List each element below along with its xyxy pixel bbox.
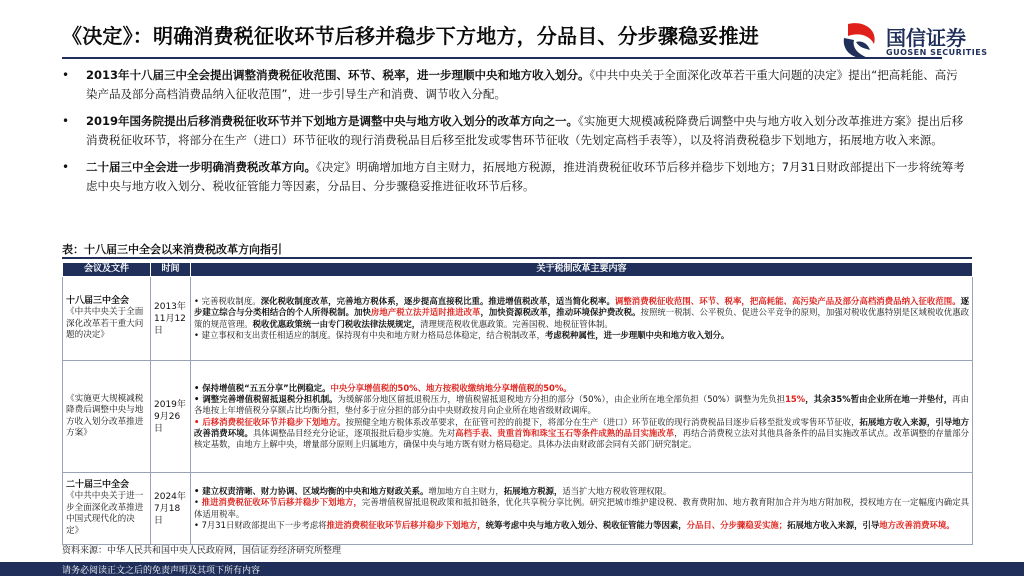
document-cell <box>63 361 151 473</box>
meeting-name: 二十届三中全会 <box>66 479 130 490</box>
bold-text: 拓展地方收入来源，引导 <box>787 519 880 530</box>
content-text: • 完善税收制度。 <box>194 295 261 306</box>
content-text: ，再结合消费税立法对其他具备条件的品目实施改革试点。改革调整的存量部分核定基数，由地方上解中央，增量部分原则上归属地方，确保中央与地方既有财力格局稳定。具体办法由财政部会同有关部门研究制定。 <box>194 427 970 450</box>
content-text: 为缓解部分地区留抵退税压力，增值税留抵退税地方分担的部分（50%），由企业所在地全部负担（50%）调整为先负担 <box>337 393 786 404</box>
content-text: 适当扩大地方税收管理权限。 <box>562 485 672 496</box>
policy-table <box>62 262 973 545</box>
highlight-text: 地方改善消费环境。 <box>879 519 955 530</box>
bullet-item <box>62 112 967 150</box>
logo-text-cn: 国信证券 <box>886 26 966 50</box>
content-text: • <box>194 497 202 508</box>
bullet-dot: • <box>62 68 70 82</box>
bold-text: 逐步建立综合与分类相结合的个人所得税制。加快 <box>194 295 970 318</box>
bullet-text: 《中共中央关于全面深化改革若干重大问题的决定》提出“把高耗能、高污染产品及部分高档消费品纳入征收范围”，进一步引导生产和消费、调节收入分配。 <box>86 68 958 101</box>
bullet-text: 《决定》明确增加地方自主财力，拓展地方税源，推进消费税征收环节后移并稳步下划地方；7月31日财政部提出下一步将统筹考虑中央与地方收入划分、税收征管能力等因素，分品目、分步骤稳妥推进征收环节后移。 <box>86 160 965 193</box>
bullet-list <box>62 66 967 204</box>
content-text: 增加地方自主财力， <box>428 485 504 496</box>
bold-text: 深化税收制度改革，完善地方税体系，逐步提高直接税比重。推进增值税改革，适当简化税率。 <box>260 295 615 306</box>
bold-text: 拓展地方税源， <box>503 485 563 496</box>
highlight-text: 调整消费税征收范围、环节、税率，把高耗能、高污染产品及部分高档消费品纳入征收范围。 <box>614 295 961 306</box>
highlight-text: 中央分享增值税的50%、地方按税收缴纳地分享增值税的50%。 <box>330 382 572 393</box>
document-name: 《中共中央关于进一步全面深化改革推进中国式现代化的决定》 <box>66 491 144 536</box>
highlight-text: • 后移消费税征收环节并稳步下划地方。 <box>194 416 346 427</box>
highlight-text: 推进消费税征收环节后移并稳步下划地方， <box>326 519 486 530</box>
content-text: 完善增值税留抵退税政策和抵扣链条，优化共享税分享比例。研究把城市维护建设税、教育费附加、地方教育附加合并为地方附加税，授权地方在一定幅度内确定具体适用税率。 <box>194 497 970 519</box>
column-header: 会议及文件 <box>63 263 151 277</box>
meeting-name: 十八届三中全会 <box>66 295 130 306</box>
bullet-item <box>62 66 967 104</box>
highlight-text: 15% <box>785 393 806 404</box>
content-cell <box>191 277 973 361</box>
bold-text: ，加快资源税改革，推动环境保护费改税。 <box>480 307 641 318</box>
bold-text: ，其余35%暂由企业所在地一并垫付， <box>805 393 953 404</box>
content-text: • 建立事权和支出责任相适应的制度。保持现有中央和地方财力格局总体稳定，结合税制改革， <box>194 329 545 340</box>
bullet-dot: • <box>62 114 70 128</box>
logo-text-en: GUOSEN SECURITIES <box>886 48 988 57</box>
bold-text: 拓展地方收入来源，引导地方改善消费环境。 <box>194 416 969 438</box>
document-name: 《中共中央关于全面深化改革若干重大问题的决定》 <box>66 307 144 340</box>
bold-text: 税收优惠政策统一由专门税收法律法规规定， <box>252 318 421 329</box>
title-divider <box>62 57 942 59</box>
date-cell: 2024年7月18日 <box>151 473 191 545</box>
bullet-item <box>62 158 967 196</box>
highlight-text: 高档手表、贵重首饰和珠宝玉石等条件成熟的品目实施改革 <box>455 427 675 438</box>
content-text: 按照健全地方税体系改革要求，在征管可控的前提下，将部分在生产（进口）环节征收的现行消费税品目逐步后移至批发或零售环节征收， <box>345 416 860 427</box>
bold-text: 统筹考虑中央与地方收入划分、税收征管能力等因素， <box>485 519 687 530</box>
page-title: 《决定》：明确消费税征收环节后移并稳步下方地方，分品目、分步骤稳妥推进 <box>62 24 759 48</box>
table-row <box>63 277 973 361</box>
bullet-dot: • <box>62 160 70 174</box>
content-cell <box>191 361 973 473</box>
table-row <box>63 361 973 473</box>
footer-bar <box>0 562 1024 576</box>
table-row <box>63 473 973 545</box>
bold-text: • 保持增值税“五五分享”比例稳定。 <box>194 382 331 393</box>
highlight-text: 分品目、分步骤稳妥实施； <box>686 519 788 530</box>
bullet-bold: 2019年国务院提出后移消费税征收环节并下划地方是调整中央与地方收入划分的改革方向之一。 <box>86 114 579 128</box>
bold-text: • 建立权责清晰、财力协调、区域均衡的中央和地方财政关系。 <box>194 485 429 496</box>
document-name: 《实施更大规模减税降费后调整中央与地方收入划分改革推进方案》 <box>66 393 144 438</box>
date-cell: 2019年9月26日 <box>151 361 191 473</box>
table-caption: 表：十八届三中全会以来消费税改革方向指引 <box>62 243 282 256</box>
bold-text: 考虑税种属性，进一步理顺中央和地方收入划分。 <box>544 329 730 340</box>
source-note: 资料来源：中华人民共和国中央人民政府网，国信证券经济研究所整理 <box>62 546 342 556</box>
content-text: 具体调整品目经充分论证，逐项报批后稳步实施。先对 <box>252 427 456 438</box>
bullet-bold: 二十届三中全会进一步明确消费税改革方向。 <box>86 160 316 174</box>
content-text: 再由各地按上年增值税分享额占比均衡分担，垫付多于应分担的部分由中央财政按月向企业所在地省级财政调库。 <box>194 393 970 416</box>
content-text: 清理规范税收优惠政策。完善国税、地税征管体制。 <box>420 318 613 329</box>
column-header: 时间 <box>151 263 191 277</box>
company-logo <box>838 18 1010 62</box>
document-cell <box>63 473 151 545</box>
bold-text: • 调整完善增值税留抵退税分担机制。 <box>194 393 338 404</box>
highlight-text: 房地产税立法并适时推进改革 <box>370 307 481 318</box>
bullet-bold: 2013年十八届三中全会提出调整消费税征收范围、环节、税率，进一步理顺中央和地方收入划分。 <box>86 68 590 82</box>
column-header: 关于税制改革主要内容 <box>191 263 973 277</box>
footer-disclaimer: 请务必阅读正文之后的免责声明及其项下所有内容 <box>62 566 261 576</box>
bullet-text: 《实施更大规模减税降费后调整中央与地方收入划分改革推进方案》提出后移消费税征收环节，将部分在生产（进口）环节征收的现行消费税品目后移至批发或零售环节征收（先划定高档手表等），以及将消费税稳步下划地方，拓展地方收入来源。 <box>86 114 964 147</box>
content-text: 按照统一税制、公平税负、促进公平竞争的原则，加强对税收优惠特别是区域税收优惠政策的规范管理。 <box>194 307 970 329</box>
content-cell <box>191 473 973 545</box>
caption-divider <box>62 257 972 259</box>
document-cell <box>63 277 151 361</box>
date-cell: 2013年11月12日 <box>151 277 191 361</box>
content-text: • 7月31日财政部提出下一步考虑将 <box>194 519 327 530</box>
highlight-text: 推进消费税征收环节后移并稳步下划地方， <box>201 497 362 508</box>
table-header-row <box>63 263 973 277</box>
guosen-logo-icon <box>838 18 882 62</box>
